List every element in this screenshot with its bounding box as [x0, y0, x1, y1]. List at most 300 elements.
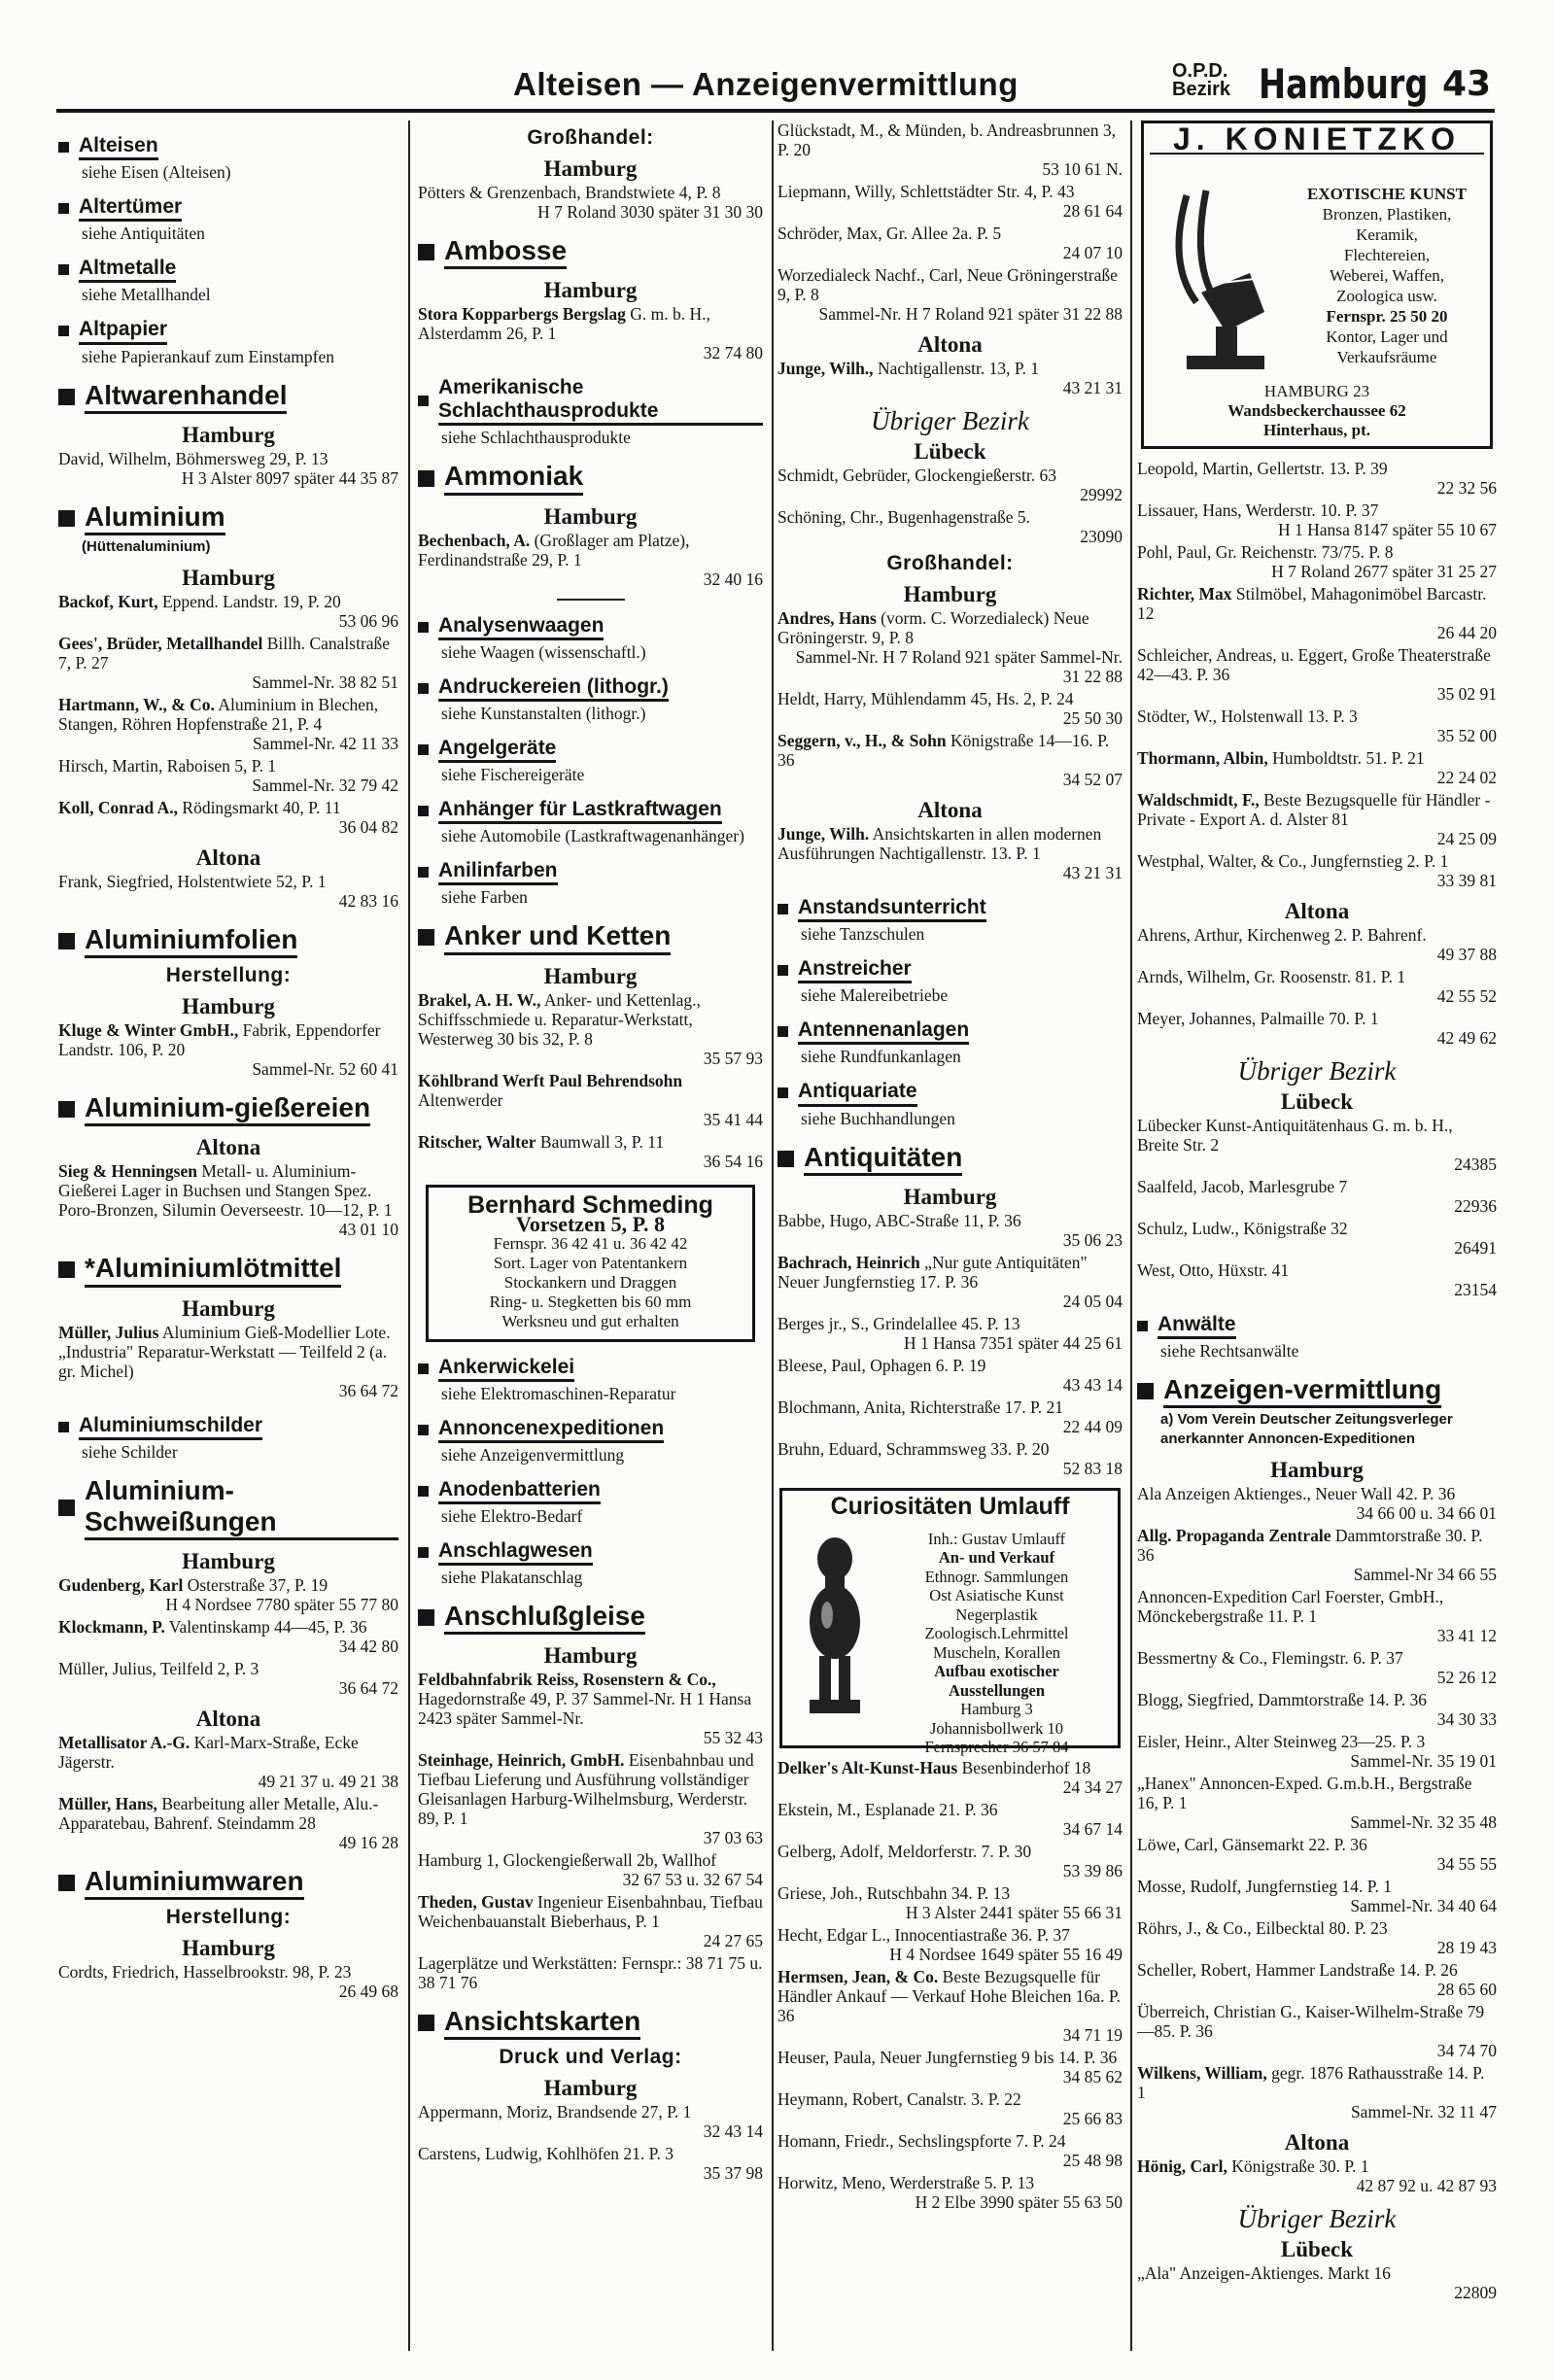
- listing-name: Allg. Propaganda Zentrale: [1137, 1526, 1331, 1546]
- city-heading: Hamburg: [182, 994, 275, 1019]
- listing-text: Ingenieur Eisenbahnbau, Tiefbau Weichenbauanstalt Bieberhaus, P. 1: [418, 1892, 763, 1932]
- listing-name: Hermsen, Jean, & Co.: [778, 1966, 939, 1986]
- category-heading: [778, 1142, 1123, 1176]
- listing-phone: 34 74 70: [1436, 2041, 1497, 2061]
- listing-text: „Nur gute Antiquitäten" Neuer Jungfernstieg 17. P. 36: [778, 1252, 1088, 1292]
- listing-text: Ekstein, M., Esplanade 21. P. 36: [778, 1799, 998, 1819]
- listing-text: (Großlager am Platze), Ferdinandstraße 29, P. 1: [418, 530, 690, 569]
- category-title: Anwälte: [1158, 1313, 1236, 1339]
- listing-entry: [778, 2131, 1123, 2170]
- category-title: *Aluminiumlötmittel: [85, 1253, 341, 1287]
- listing-entry: [778, 359, 1123, 397]
- listing-entry: [1137, 1260, 1497, 1299]
- listing-entry: [1137, 459, 1497, 498]
- listing-text: Heuser, Paula, Neuer Jungfernstieg 9 bis 14. P. 36: [778, 2047, 1118, 2067]
- ad-line: An- und Verkauf: [938, 1548, 1055, 1568]
- listing-text: Schröder, Max, Gr. Allee 2a. P. 5: [778, 224, 1002, 243]
- listing-entry: [1137, 2263, 1497, 2302]
- city-heading: Hamburg: [182, 565, 275, 590]
- listing-entry: [1137, 542, 1497, 581]
- listing-entry: [778, 1883, 1123, 1922]
- listing-phone: 53 39 86: [1062, 1860, 1123, 1880]
- listing-name: Sieg & Henningsen: [58, 1161, 197, 1182]
- category-title: Altpapier: [79, 318, 167, 344]
- column-3: [778, 121, 1123, 2351]
- bullet-square-icon: [418, 1547, 429, 1558]
- see-reference: siehe Anzeigenvermittlung: [441, 1444, 625, 1465]
- listing-name: Klockmann, P.: [58, 1617, 165, 1638]
- listing-entry: [778, 1925, 1123, 1964]
- listing-text: Worzedialeck Nachf., Carl, Neue Gröningerstraße 9, P. 8: [778, 265, 1118, 304]
- note-text: a) Vom Verein Deutscher Zeitungsverleger anerkannter Annoncen-Expeditionen: [1160, 1411, 1453, 1448]
- see-reference: siehe Papierankauf zum Einstampfen: [82, 346, 334, 366]
- listing-text: Bessmertny & Co., Flemingstr. 6. P. 37: [1137, 1648, 1403, 1669]
- listing-text: Eisenbahnbau und Tiefbau Lieferung und Ausführung vollständiger Gleisanlagen Harburg-Wilhelmsburg, Werderstr. 89, P. 1: [418, 1750, 754, 1829]
- listing-text: Stilmöbel, Mahagonimöbel Barcastr. 12: [1137, 584, 1487, 623]
- column-separator: [1130, 121, 1132, 2351]
- category-title: Aluminiumwaren: [85, 1866, 304, 1900]
- listing-entry: [1137, 1648, 1497, 1687]
- city-heading: Hamburg: [543, 503, 638, 529]
- city-heading: Hamburg: [543, 156, 638, 181]
- ad-footer-line: Wandsbeckerchaussee 62: [1227, 401, 1406, 420]
- listing-name: Stora Kopparbergs Bergslag: [418, 304, 626, 325]
- bullet-square-icon: [58, 203, 69, 214]
- category-title: Anker und Ketten: [444, 920, 671, 954]
- bullet-square-icon: [778, 1026, 788, 1037]
- listing-name: Metallisator A.-G.: [58, 1733, 190, 1753]
- subheading: Großhandel:: [886, 552, 1014, 574]
- category-heading: [58, 134, 398, 160]
- listing-text: Ansichtskarten in allen modernen Ausführungen Nachtigallenstr. 13. P. 1: [778, 824, 1102, 863]
- city-heading: Hamburg: [182, 1549, 275, 1574]
- listing-phone: 43 21 31: [1062, 863, 1123, 882]
- listing-phone: 33 39 81: [1436, 871, 1497, 890]
- listing-entry: [1137, 500, 1497, 539]
- listing-text: Osterstraße 37, P. 19: [187, 1575, 328, 1596]
- listing-phone: 24 25 09: [1436, 829, 1497, 848]
- listing-text: Leopold, Martin, Gellertstr. 13. P. 39: [1137, 459, 1388, 478]
- see-reference: siehe Metallhandel: [82, 285, 211, 305]
- listing-text: Babbe, Hugo, ABC-Straße 11, P. 36: [778, 1210, 1021, 1230]
- listing-phone: 32 43 14: [703, 2121, 763, 2142]
- listing-entry: [778, 265, 1123, 324]
- listing-text: Bearbeitung aller Metalle, Alu.-Apparatebau, Bahrenf. Steindamm 28: [58, 1794, 379, 1834]
- bullet-square-icon: [58, 1101, 75, 1118]
- ad-line: Flechtereien,: [1343, 246, 1431, 264]
- category-title: Anstreicher: [798, 957, 912, 983]
- listing-phone: 36 54 16: [703, 1151, 763, 1171]
- category-heading: [418, 235, 763, 269]
- city-heading: Hamburg: [903, 582, 997, 606]
- see-reference: siehe Elektro-Bedarf: [441, 1505, 583, 1526]
- listing-phone: 23090: [1080, 527, 1123, 546]
- listing-phone: 23154: [1454, 1280, 1497, 1299]
- bullet-square-icon: [418, 1486, 429, 1497]
- listing-text: Karl-Marx-Straße, Ecke Jägerstr.: [58, 1733, 359, 1773]
- city-heading: Lübeck: [1280, 1089, 1354, 1114]
- listing-entry: [1137, 2156, 1497, 2195]
- ad-line: Weberei, Waffen,: [1330, 266, 1444, 285]
- bullet-square-icon: [58, 326, 69, 336]
- listing-phone: 43 43 14: [1062, 1374, 1123, 1395]
- listing-phone: 25 50 30: [1062, 708, 1123, 728]
- listing-entry: [58, 695, 398, 753]
- listing-phone: 53 06 96: [338, 610, 398, 631]
- bullet-square-icon: [418, 1609, 434, 1626]
- listing-entry: [778, 1253, 1123, 1311]
- listing-name: Müller, Hans,: [58, 1794, 157, 1814]
- listing-text: „Hanex" Annoncen-Exped. G.m.b.H., Bergstraße 16, P. 1: [1137, 1774, 1472, 1813]
- category-title: Aluminium-gießereien: [85, 1092, 370, 1126]
- listing-entry: [778, 1314, 1123, 1353]
- category-heading: [58, 257, 398, 283]
- category-title: Anzeigen-vermittlung: [1163, 1374, 1441, 1408]
- listing-entry: [778, 1967, 1123, 2045]
- bullet-square-icon: [418, 470, 434, 487]
- category-heading: [418, 461, 763, 495]
- category-title: Anilinfarben: [438, 859, 558, 885]
- ad-line: Fernspr. 36 42 41 u. 36 42 42: [493, 1233, 688, 1253]
- category-heading: [418, 376, 763, 426]
- see-reference: siehe Rechtsanwälte: [1160, 1341, 1299, 1362]
- listing-entry: [418, 990, 763, 1068]
- subheading: Druck und Verlag:: [499, 2046, 682, 2069]
- listing-entry: [58, 798, 398, 837]
- see-reference: siehe Automobile (Lastkraftwagenanhänger): [441, 826, 744, 846]
- listing-phone: 26491: [1454, 1238, 1497, 1258]
- category-title: Alteisen: [79, 134, 158, 160]
- header-city: Hamburg: [1259, 60, 1429, 108]
- listing-entry: [58, 1794, 398, 1852]
- category-heading: [418, 920, 763, 954]
- region-heading: Übriger Bezirk: [1237, 1056, 1397, 1086]
- see-reference: siehe Fischereigeräte: [441, 765, 585, 785]
- listing-entry: [778, 1211, 1123, 1250]
- listing-text: Eisler, Heinr., Alter Steinweg 23—25. P. 3: [1137, 1732, 1426, 1752]
- listing-text: Stödter, W., Holstenwall 13. P. 3: [1137, 707, 1358, 726]
- city-heading: Altona: [917, 798, 983, 822]
- bullet-square-icon: [58, 1500, 75, 1516]
- category-heading: [1137, 1313, 1497, 1339]
- listing-entry: [58, 1659, 398, 1698]
- listing-entry: [778, 121, 1123, 179]
- listing-phone: 34 85 62: [1062, 2066, 1123, 2087]
- listing-entry: [1137, 1732, 1497, 1771]
- category-heading: [418, 1417, 763, 1443]
- listing-entry: [418, 2102, 763, 2141]
- listing-phone: 22936: [1454, 1196, 1497, 1216]
- listing-entry: [778, 466, 1123, 504]
- listing-entry: [418, 2144, 763, 2183]
- listing-text: Lagerplätze und Werkstätten: Fernspr.: 38 71 75 u. 38 71 76: [418, 1953, 763, 1993]
- listing-phone: H 7 Roland 2677 später 31 25 27: [1271, 562, 1497, 581]
- listing-name: Delker's Alt-Kunst-Haus: [778, 1757, 958, 1777]
- city-heading: Hamburg: [182, 1936, 275, 1961]
- listing-entry: [1137, 1219, 1497, 1258]
- listing-name: Steinhage, Heinrich, GmbH.: [418, 1750, 625, 1771]
- category-heading: [58, 1866, 398, 1900]
- ad-body: [1290, 184, 1484, 367]
- listing-name: Gees', Brüder, Metallhandel: [58, 633, 263, 653]
- listing-text: Horwitz, Meno, Werderstraße 5. P. 13: [778, 2172, 1035, 2192]
- category-title: Anstandsunterricht: [798, 896, 986, 922]
- see-reference: siehe Rundfunkanlagen: [801, 1047, 961, 1067]
- category-heading: [418, 1478, 763, 1504]
- listing-phone: 32 67 53 u. 32 67 54: [622, 1870, 763, 1890]
- listing-phone: 55 32 43: [703, 1728, 763, 1748]
- category-heading: [778, 957, 1123, 983]
- city-heading: Lübeck: [914, 439, 986, 464]
- listing-phone: 34 71 19: [1062, 2024, 1123, 2045]
- advertisement-konietzko: [1141, 121, 1493, 449]
- category-title: Anhänger für Lastkraftwagen: [438, 798, 722, 824]
- listing-phone: 37 03 63: [703, 1828, 763, 1848]
- listing-text: Aluminium Gieß-Modellier Lote. „Industria" Reparatur-Werkstatt — Teilfeld 2 (a. gr. Michel): [58, 1322, 391, 1381]
- listing-entry: [418, 1670, 763, 1747]
- category-heading: [1137, 1374, 1497, 1408]
- listing-phone: 35 52 00: [1436, 726, 1497, 745]
- ad-line: Zoologisch.Lehrmittel: [924, 1624, 1069, 1643]
- listing-text: Glückstadt, M., & Münden, b. Andreasbrunnen 3, P. 20: [778, 121, 1117, 159]
- see-reference: siehe Farben: [441, 887, 528, 908]
- listing-phone: Sammel-Nr. 35 19 01: [1350, 1751, 1497, 1772]
- listing-entry: [1137, 1918, 1497, 1957]
- listing-name: Backof, Kurt,: [58, 591, 158, 611]
- category-title: Angelgeräte: [438, 737, 556, 763]
- category-heading: [778, 896, 1123, 922]
- ad-line: Hamburg 3: [960, 1700, 1033, 1719]
- listing-phone: 35 37 98: [703, 2163, 763, 2184]
- city-heading: Hamburg: [1270, 1458, 1364, 1483]
- listing-text: Westphal, Walter, & Co., Jungfernstieg 2. P. 1: [1137, 851, 1449, 871]
- listing-entry: [778, 824, 1123, 882]
- bullet-square-icon: [58, 1261, 75, 1278]
- listing-entry: [58, 634, 398, 692]
- listing-entry: [778, 224, 1123, 262]
- ad-footer-line: Hinterhaus, pt.: [1262, 421, 1371, 439]
- listing-name: Wilkens, William,: [1137, 2063, 1267, 2084]
- listing-phone: 36 64 72: [338, 1380, 398, 1400]
- listing-phone: H 2 Elbe 3990 später 55 63 50: [915, 2191, 1123, 2212]
- listing-entry: [58, 449, 398, 488]
- listing-entry: [418, 1071, 763, 1129]
- listing-entry: [1137, 1526, 1497, 1584]
- figurine-illustration-icon: [796, 1530, 874, 1724]
- column-separator: [772, 121, 774, 2351]
- category-heading: [58, 195, 398, 222]
- listing-name: Ritscher, Walter: [418, 1131, 536, 1152]
- category-heading: [418, 2006, 763, 2040]
- city-heading: Hamburg: [543, 2076, 638, 2101]
- listing-entry: [58, 1020, 398, 1079]
- listing-phone: 49 21 37 u. 49 21 38: [258, 1772, 398, 1792]
- listing-entry: [1137, 1774, 1497, 1832]
- bullet-square-icon: [418, 683, 429, 694]
- listing-entry: [778, 689, 1123, 728]
- listing-phone: Sammel-Nr. 32 79 42: [252, 775, 398, 795]
- bullet-square-icon: [58, 1875, 75, 1891]
- listing-name: Gudenberg, Karl: [58, 1575, 184, 1596]
- city-heading: Hamburg: [543, 963, 638, 988]
- header-rule: [56, 109, 1495, 113]
- city-heading: Hamburg: [543, 1643, 638, 1669]
- listing-text: Lübecker Kunst-Antiquitätenhaus G. m. b. H., Breite Str. 2: [1137, 1116, 1453, 1155]
- listing-entry: [778, 1439, 1123, 1478]
- listing-text: Meyer, Johannes, Palmaille 70. P. 1: [1137, 1009, 1379, 1028]
- listing-entry: [1137, 748, 1497, 787]
- listing-name: Koll, Conrad A.,: [58, 797, 179, 817]
- listing-name: Kluge & Winter GmbH.,: [58, 1020, 239, 1041]
- see-reference: siehe Plakatanschlag: [441, 1568, 583, 1588]
- bullet-square-icon: [418, 1363, 429, 1374]
- listing-phone: 42 83 16: [338, 890, 398, 911]
- listing-text: Saalfeld, Jacob, Marlesgrube 7: [1137, 1177, 1348, 1196]
- listing-entry: [418, 1850, 763, 1889]
- listing-entry: [1137, 1587, 1497, 1645]
- category-title: Amerikanische Schlachthausprodukte: [438, 376, 763, 426]
- listing-phone: 52 26 12: [1436, 1668, 1497, 1688]
- listing-text: Heldt, Harry, Mühlendamm 45, Hs. 2, P. 24: [778, 689, 1074, 708]
- listing-phone: 26 44 20: [1436, 623, 1497, 642]
- listing-entry: [418, 183, 763, 222]
- listing-entry: [1137, 851, 1497, 890]
- listing-phone: H 1 Hansa 7351 später 44 25 61: [903, 1332, 1123, 1353]
- listing-text: (vorm. C. Worzedialeck) Neue Gröningerstr. 9, P. 8: [778, 608, 1089, 647]
- listing-entry: [1137, 790, 1497, 848]
- listing-phone: 34 42 80: [338, 1637, 398, 1657]
- listing-phone: 22809: [1454, 2283, 1497, 2303]
- see-reference: siehe Buchhandlungen: [801, 1108, 955, 1128]
- bullet-square-icon: [418, 1425, 429, 1435]
- bullet-square-icon: [418, 396, 429, 406]
- listing-name: Junge, Wilh.: [778, 824, 870, 844]
- bullet-square-icon: [58, 510, 75, 527]
- category-title: Altwarenhandel: [85, 380, 287, 414]
- listing-text: Beste Bezugsquelle für Händler - Private - Export A. d. Alster 81: [1137, 790, 1491, 829]
- ad-address: Vorsetzen 5, P. 8: [516, 1211, 665, 1236]
- listing-phone: 32 74 80: [703, 343, 763, 363]
- listing-phone: 49 16 28: [338, 1833, 398, 1853]
- category-title: Antennenanlagen: [798, 1018, 969, 1045]
- see-reference: siehe Schlachthausprodukte: [441, 428, 631, 448]
- listing-text: West, Otto, Hüxstr. 41: [1137, 1260, 1290, 1280]
- listing-text: Besenbinderhof 18: [961, 1757, 1091, 1777]
- bullet-square-icon: [58, 264, 69, 275]
- listing-phone: H 7 Roland 3030 später 31 30 30: [537, 202, 763, 222]
- bullet-square-icon: [418, 929, 434, 946]
- listing-text: Annoncen-Expedition Carl Foerster, GmbH., Mönckebergstraße 11. P. 1: [1137, 1587, 1444, 1627]
- city-heading: Hamburg: [903, 1184, 997, 1209]
- listing-text: Rödingsmarkt 40, P. 11: [182, 797, 341, 817]
- listing-entry: [778, 2048, 1123, 2087]
- advertisement-curiositaeten: [779, 1488, 1121, 1757]
- listing-phone: 22 44 09: [1062, 1416, 1123, 1436]
- listing-phone: 28 19 43: [1436, 1938, 1497, 1958]
- listing-phone: 24 27 65: [703, 1931, 763, 1951]
- city-heading: Altona: [1284, 2130, 1350, 2156]
- ad-line: Sort. Lager von Patentankern: [493, 1253, 688, 1272]
- listing-name: Bachrach, Heinrich: [778, 1252, 920, 1272]
- ad-line: Kontor, Lager und: [1326, 328, 1448, 346]
- listing-text: Nachtigallenstr. 13, P. 1: [877, 359, 1040, 378]
- listing-text: Ahrens, Arthur, Kirchenweg 2. P. Bahrenf.: [1137, 925, 1427, 945]
- opd-abbrev: O.P.D.: [1172, 60, 1228, 82]
- bullet-square-icon: [58, 933, 75, 949]
- ad-company-name: Bernhard Schmeding: [467, 1190, 713, 1219]
- listing-entry: [58, 756, 398, 795]
- listing-name: Müller, Julius: [58, 1322, 159, 1342]
- listing-text: Hagedornstraße 49, P. 37 Sammel-Nr. H 1 Hansa 2423 später Sammel-Nr.: [418, 1689, 752, 1729]
- ad-footer: [1150, 382, 1484, 440]
- bullet-square-icon: [58, 1422, 69, 1432]
- listing-text: Humboldtstr. 51. P. 21: [1272, 748, 1425, 768]
- listing-phone: 36 04 82: [338, 816, 398, 837]
- listing-phone: H 4 Nordsee 7780 später 55 77 80: [165, 1595, 398, 1615]
- listing-text: Bruhn, Eduard, Schrammsweg 33. P. 20: [778, 1438, 1050, 1459]
- ad-line: Fernsprecher 36 57 84: [924, 1738, 1069, 1757]
- listing-text: Baumwall 3, P. 11: [539, 1131, 665, 1152]
- listing-phone: 36 64 72: [338, 1678, 398, 1699]
- city-heading: Altona: [195, 1135, 261, 1160]
- opd-label: [1172, 62, 1230, 99]
- category-title: Aluminiumschilder: [79, 1414, 262, 1440]
- listing-text: Schleicher, Andreas, u. Eggert, Große Theaterstraße 42—43. P. 36: [1137, 645, 1491, 684]
- listing-text: Aluminium in Blechen, Stangen, Röhren Hopfenstraße 21, P. 4: [58, 694, 379, 734]
- listing-text: Königstraße 30. P. 1: [1231, 2156, 1369, 2177]
- listing-text: Beste Bezugsquelle für Händler Ankauf — Verkauf Hohe Bleichen 16a. P. 36: [778, 1966, 1121, 2025]
- category-heading: [58, 924, 398, 958]
- listing-phone: 24385: [1454, 1155, 1497, 1174]
- listing-entry: [1137, 2063, 1497, 2121]
- listing-text: Eppend. Landstr. 19, P. 20: [161, 591, 341, 611]
- listing-entry: [778, 608, 1123, 686]
- listing-phone: 25 66 83: [1062, 2108, 1123, 2128]
- listing-text: Löwe, Carl, Gänsemarkt 22. P. 36: [1137, 1835, 1367, 1855]
- category-title: Analysenwaagen: [438, 614, 604, 640]
- city-heading: Altona: [195, 1707, 261, 1732]
- short-divider: [557, 599, 625, 601]
- listing-phone: 35 02 91: [1436, 684, 1497, 704]
- see-reference: siehe Elektromaschinen-Reparatur: [441, 1383, 676, 1403]
- listing-text: Griese, Joh., Rutschbahn 34. P. 13: [778, 1882, 1011, 1903]
- listing-entry: [1137, 645, 1497, 704]
- listing-phone: 32 40 16: [703, 569, 763, 589]
- listing-text: Schulz, Ludw., Königstraße 32: [1137, 1219, 1348, 1238]
- ad-line: Keramik,: [1356, 225, 1418, 244]
- listing-phone: 24 05 04: [1062, 1291, 1123, 1311]
- listing-phone: 43 21 31: [1062, 378, 1123, 397]
- listing-entry: [778, 507, 1123, 546]
- listing-phone: Sammel-Nr. 32 35 48: [1350, 1812, 1497, 1833]
- bullet-square-icon: [418, 806, 429, 816]
- ad-line: Verkaufsräume: [1336, 348, 1437, 366]
- listing-phone: 52 83 18: [1062, 1458, 1123, 1478]
- category-title: Aluminiumfolien: [85, 924, 297, 958]
- listing-name: Köhlbrand Werft Paul Behrendsohn: [418, 1070, 683, 1090]
- listing-phone: H 4 Nordsee 1649 später 55 16 49: [889, 1944, 1123, 1964]
- listing-phone: 34 55 55: [1436, 1854, 1497, 1875]
- listing-entry: [1137, 584, 1497, 642]
- listing-entry: [58, 1733, 398, 1791]
- listing-phone: 28 65 60: [1436, 1980, 1497, 2000]
- listing-text: Anker- und Kettenlag., Schiffsschmiede u. Reparatur-Werkstatt, Westerweg 30 bis 32, P. 8: [418, 989, 701, 1049]
- listing-entry: [1137, 967, 1497, 1006]
- listing-phone: 22 24 02: [1436, 768, 1497, 787]
- listing-entry: [1137, 707, 1497, 745]
- listing-entry: [778, 1758, 1123, 1797]
- listing-text: Liepmann, Willy, Schlettstädter Str. 4, P. 43: [778, 182, 1075, 201]
